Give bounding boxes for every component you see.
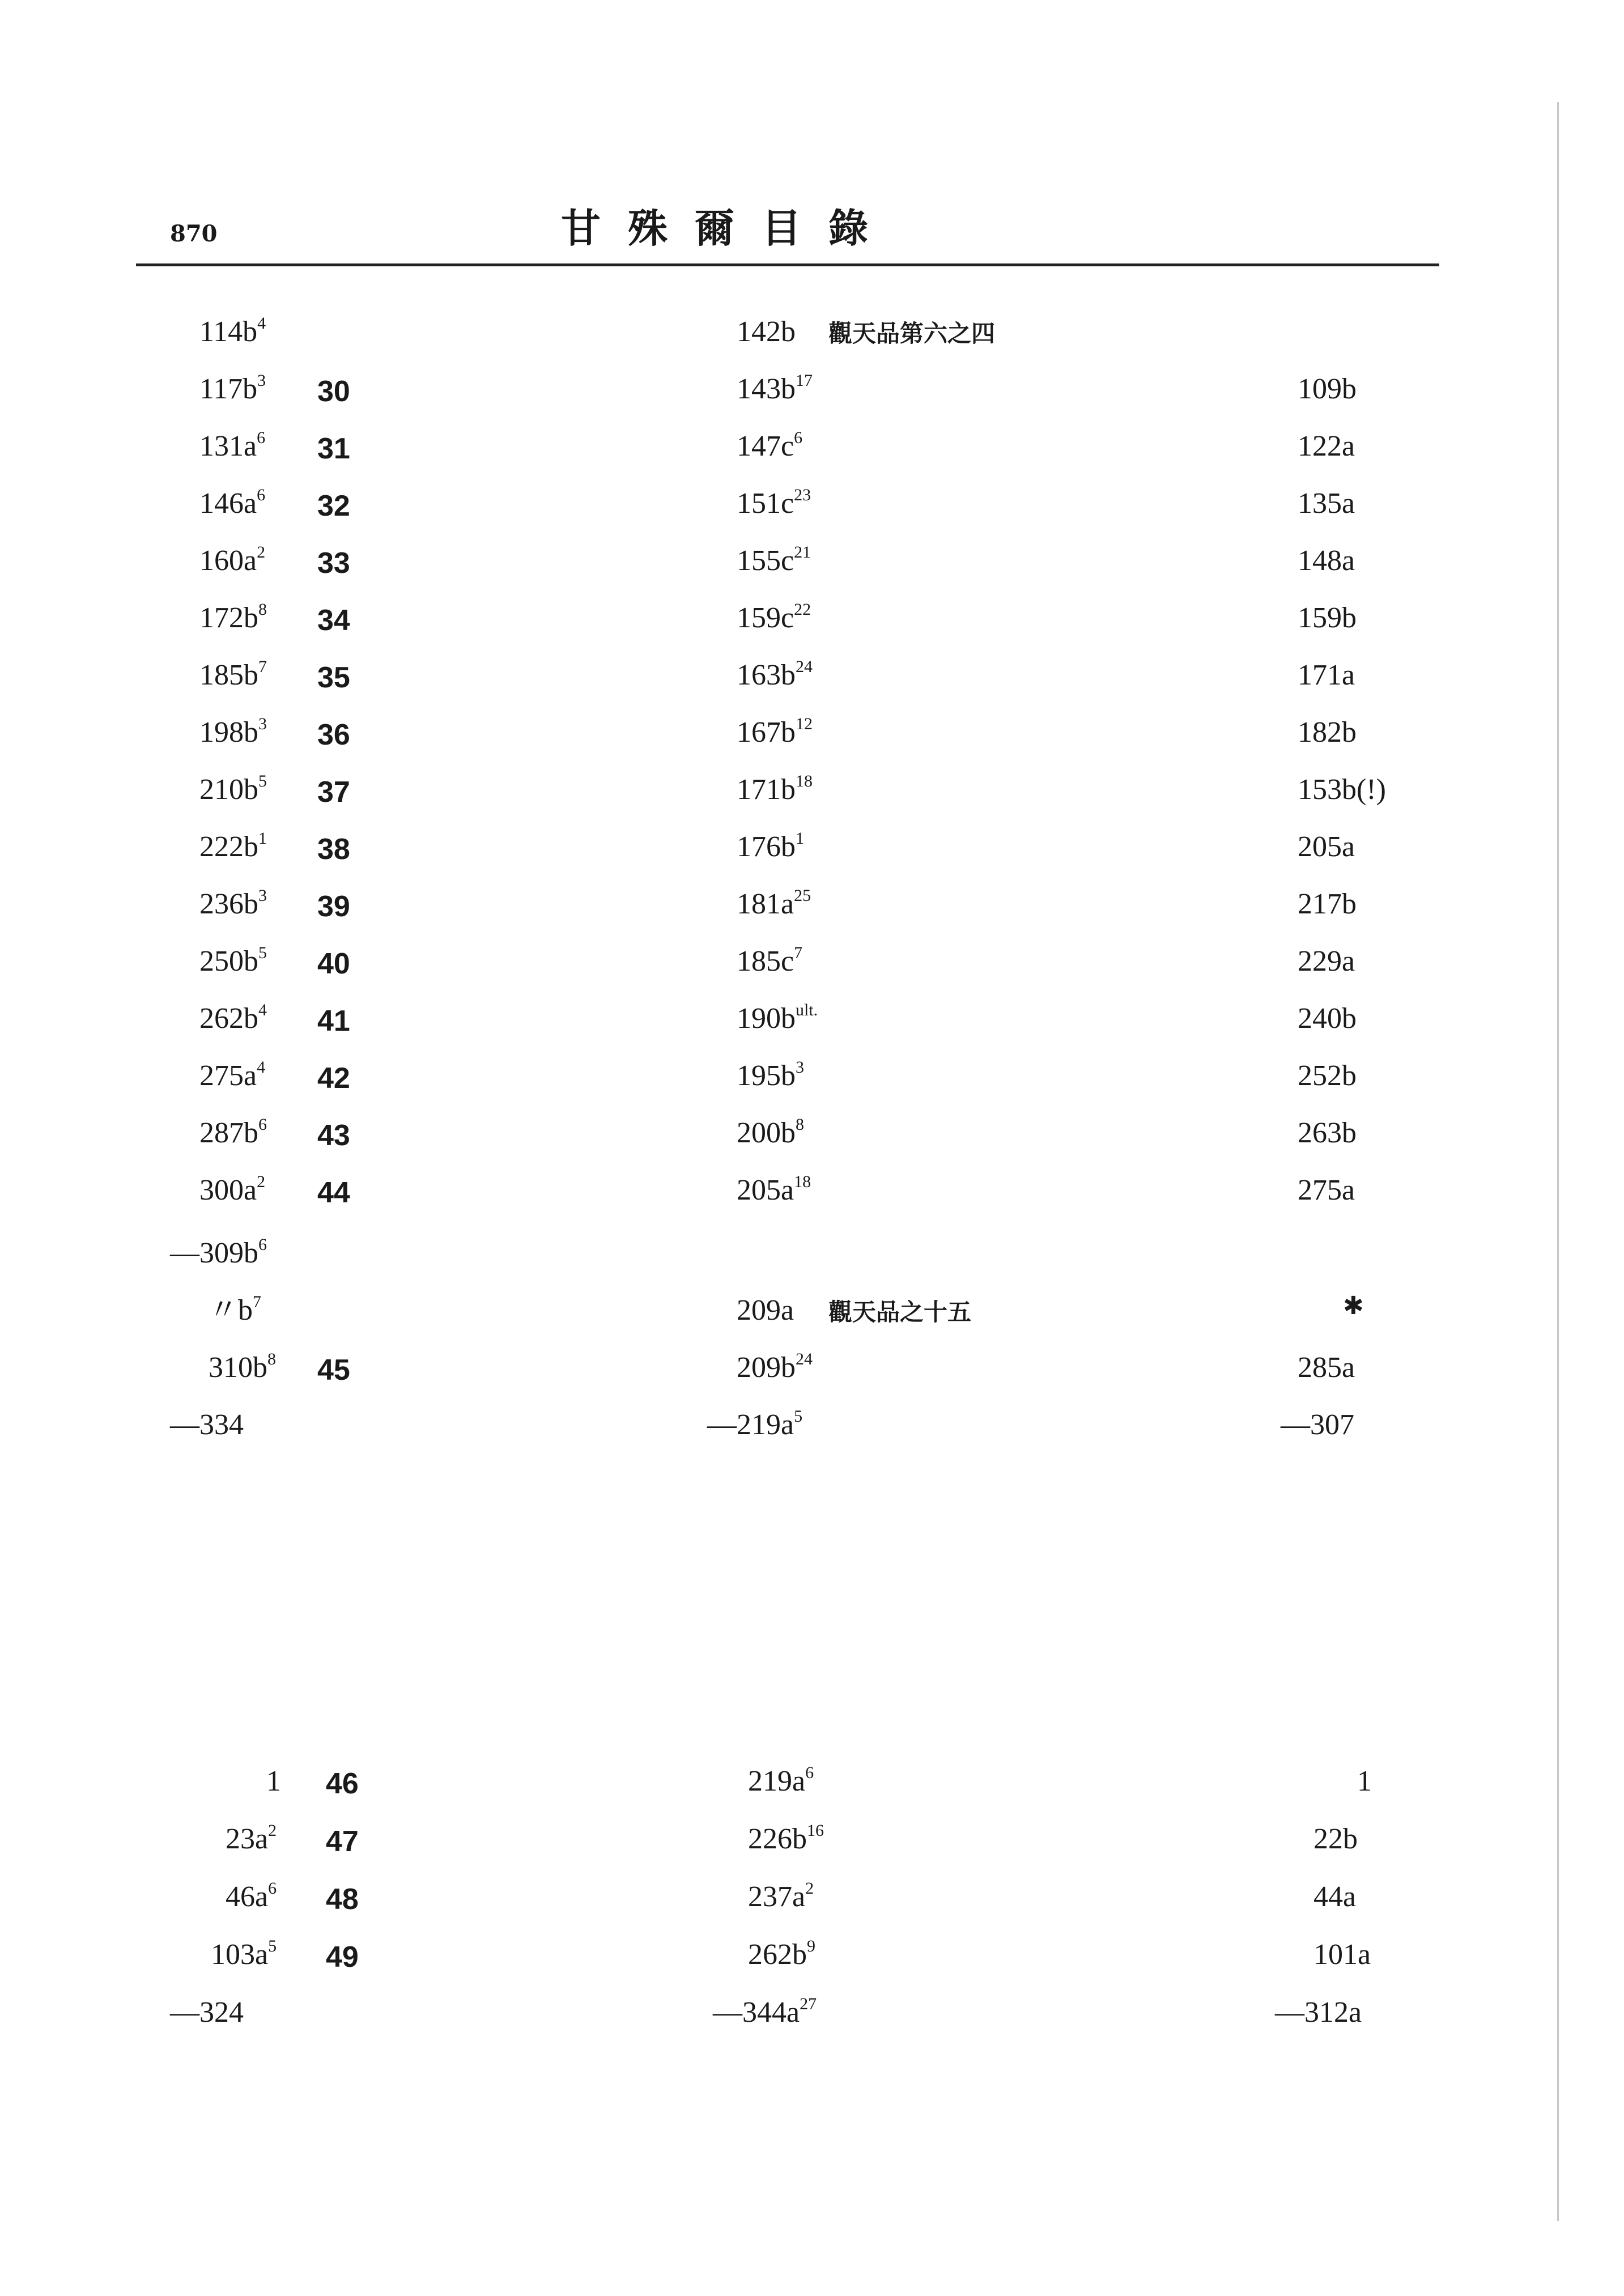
chapter-note: 觀天品之十五 — [828, 1298, 972, 1326]
folio-entry: $—219a^5$ — [707, 1407, 803, 1441]
folio-entry: 182b — [1298, 716, 1357, 749]
folio-entry: 1 — [1357, 1765, 1372, 1797]
folio-entry: $131a^6$ — [199, 428, 266, 462]
folio-entry: 171a — [1298, 659, 1355, 691]
folio-entry: $159c^{22}$ — [737, 600, 811, 634]
folio-entry: $209b^{24}$ — [737, 1350, 813, 1384]
text-number: 48 — [326, 1883, 359, 1916]
text-number: 43 — [317, 1119, 350, 1152]
folio-entry: —324 — [170, 1996, 244, 2029]
folio-entry: $146a^6$ — [199, 486, 266, 520]
folio-entry: $—344a^{27}$ — [713, 1995, 817, 2029]
text-number: 46 — [326, 1767, 359, 1800]
text-number: 41 — [317, 1005, 350, 1038]
folio-entry: $226b^{16}$ — [748, 1821, 824, 1855]
folio-entry: $160a^2$ — [199, 543, 266, 577]
text-number: 34 — [317, 604, 350, 637]
folio-entry: $172b^8$ — [199, 600, 267, 634]
folio-entry: 209a — [737, 1294, 794, 1326]
folio-entry: $275a^4$ — [199, 1058, 266, 1092]
text-number: 49 — [326, 1941, 359, 1974]
folio-entry: $181a^{25}$ — [737, 886, 811, 920]
folio-entry: 205a — [1298, 831, 1355, 863]
text-number: 44 — [317, 1176, 350, 1209]
folio-entry: 〃$b^7$ — [209, 1292, 262, 1326]
text-number: 40 — [317, 947, 350, 980]
folio-entry: —312a — [1275, 1996, 1362, 2029]
folio-entry: $171b^{18}$ — [737, 772, 813, 806]
folio-entry: $103a^5$ — [211, 1937, 277, 1971]
text-number: 47 — [326, 1825, 359, 1858]
folio-entry: $155c^{21}$ — [737, 543, 811, 577]
folio-entry: $287b^6$ — [199, 1115, 267, 1149]
folio-entry: $185c^7$ — [737, 943, 803, 977]
folio-entry: $185b^7$ — [199, 657, 267, 691]
chapter-note: 觀天品第六之四 — [828, 320, 996, 347]
text-number: 33 — [317, 547, 350, 580]
folio-entry: 263b — [1298, 1117, 1357, 1149]
folio-entry: $114b^4$ — [199, 314, 266, 348]
folio-entry: $117b^3$ — [199, 371, 266, 405]
folio-entry: —334 — [170, 1409, 244, 1441]
folio-entry: $163b^{24}$ — [737, 657, 813, 691]
folio-entry: $250b^5$ — [199, 943, 267, 977]
folio-entry: $262b^9$ — [748, 1937, 815, 1971]
folio-entry: $262b^4$ — [199, 1001, 267, 1035]
folio-entry: 101a — [1313, 1938, 1371, 1971]
folio-entry: —307 — [1281, 1409, 1354, 1441]
text-number: 38 — [317, 833, 350, 866]
folio-entry: $300a^2$ — [199, 1172, 266, 1206]
folio-entry: 44a — [1313, 1881, 1357, 1913]
folio-entry: $143b^{17}$ — [737, 371, 813, 405]
folio-entry: 159b — [1298, 602, 1357, 634]
text-number: 31 — [317, 432, 350, 465]
folio-entry: $190b^{ult.}$ — [737, 1001, 818, 1035]
header-rule — [136, 263, 1439, 266]
text-number: 32 — [317, 490, 350, 522]
folio-entry: 122a — [1298, 430, 1355, 462]
folio-entry: $219a^6$ — [748, 1763, 814, 1797]
running-title: 甘殊爾目錄 — [561, 205, 895, 252]
folio-entry: $236b^3$ — [199, 886, 267, 920]
folio-entry: $176b^1$ — [737, 829, 804, 863]
folio-entry: 252b — [1298, 1060, 1357, 1092]
folio-entry: $147c^6$ — [737, 428, 803, 462]
margin-line — [1557, 102, 1559, 2221]
folio-entry: 135a — [1298, 487, 1355, 520]
page-number: 870 — [170, 220, 218, 247]
folio-entry: $222b^1$ — [199, 829, 267, 863]
folio-entry: 22b — [1313, 1823, 1358, 1855]
folio-entry: 142b — [737, 316, 796, 348]
folio-entry: $237a^2$ — [748, 1879, 814, 1913]
folio-entry: 217b — [1298, 888, 1357, 920]
folio-entry: $210b^5$ — [199, 772, 267, 806]
text-number: 45 — [317, 1354, 350, 1387]
folio-entry: $—309b^6$ — [170, 1235, 267, 1269]
folio-entry: $23a^2$ — [226, 1821, 277, 1855]
folio-entry: $198b^3$ — [199, 715, 267, 749]
folio-entry: 285a — [1298, 1351, 1355, 1384]
asterisk-mark: ✱ — [1343, 1291, 1364, 1320]
text-number: 35 — [317, 661, 350, 694]
folio-entry: $310b^8$ — [209, 1350, 276, 1384]
folio-entry: $46a^6$ — [226, 1879, 277, 1913]
folio-entry: $195b^3$ — [737, 1058, 804, 1092]
text-number: 30 — [317, 375, 350, 408]
folio-entry: 1 — [266, 1765, 281, 1797]
folio-entry: $167b^{12}$ — [737, 715, 813, 749]
text-number: 42 — [317, 1062, 350, 1095]
folio-entry: $200b^8$ — [737, 1115, 804, 1149]
folio-entry: 109b — [1298, 373, 1357, 405]
text-number: 37 — [317, 776, 350, 809]
text-number: 36 — [317, 718, 350, 751]
folio-entry: 153b(!) — [1298, 773, 1386, 806]
folio-entry: 275a — [1298, 1174, 1355, 1206]
folio-entry: 148a — [1298, 545, 1355, 577]
folio-entry: $151c^{23}$ — [737, 486, 811, 520]
folio-entry: 229a — [1298, 945, 1355, 977]
folio-entry: $205a^{18}$ — [737, 1172, 811, 1206]
folio-entry: 240b — [1298, 1002, 1357, 1035]
text-number: 39 — [317, 890, 350, 923]
